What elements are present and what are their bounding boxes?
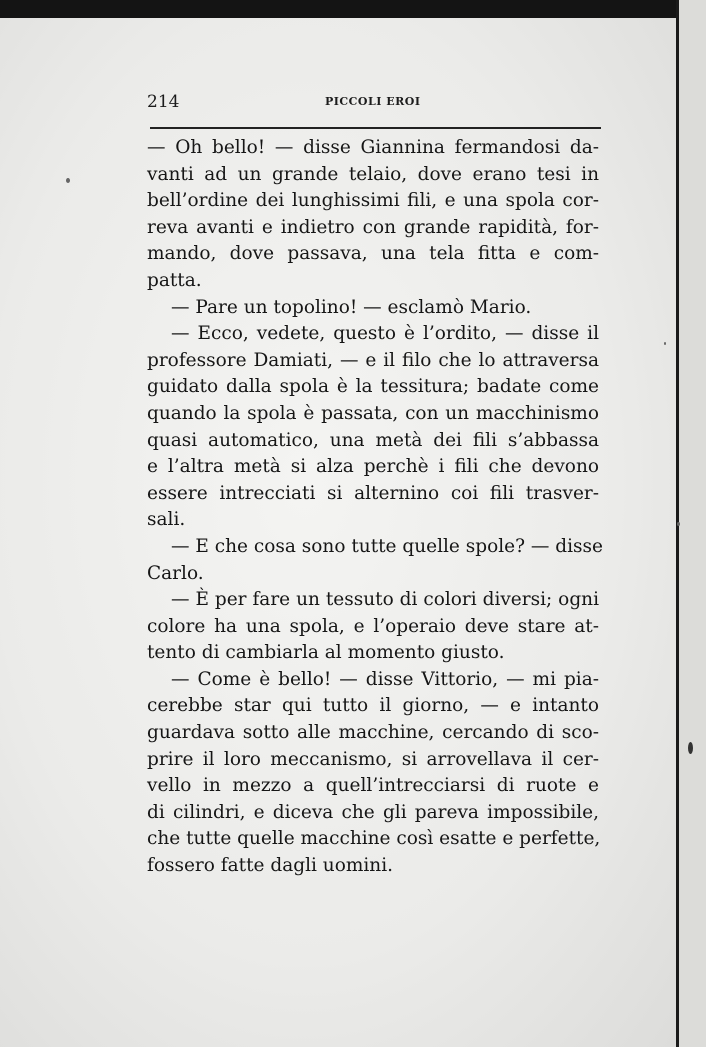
text-line: mando, dove passava, una tela fitta e com- [147, 243, 599, 265]
running-title: PICCOLI EROI [325, 95, 421, 108]
text-line: sali. [147, 509, 186, 531]
paper-speck [677, 522, 680, 526]
text-line: — E che cosa sono tutte quelle spole? — disse [171, 535, 603, 557]
text-line: colore ha una spola, e l’operaio deve stare at- [147, 615, 599, 637]
text-line: che tutte quelle macchine così esatte e perfette, [147, 828, 601, 850]
text-line: e l’altra metà si alza perchè i fili che devono [147, 456, 599, 478]
text-line: quasi automatico, una metà dei fili s’abbassa [147, 429, 599, 451]
text-line: essere intrecciati si alternino coi fili trasver- [147, 482, 599, 504]
text-line: guardava sotto alle macchine, cercando di sco- [147, 722, 599, 744]
text-line: — È per fare un tessuto di colori diversi; ogni [171, 589, 599, 611]
text-line: bell’ordine dei lunghissimi fili, e una spola cor- [147, 190, 599, 212]
text-line: vello in mezzo a quell’intrecciarsi di ruote e [147, 775, 599, 797]
text-line: vanti ad un grande telaio, dove erano tesi in [147, 163, 599, 185]
paper-speck [664, 342, 666, 345]
adjacent-page-edge [676, 0, 706, 1047]
text-line: tento di cambiarla al momento giusto. [147, 642, 505, 664]
text-line: guidato dalla spola è la tessitura; badate come [147, 376, 599, 398]
page-header [147, 88, 599, 118]
page-number: 214 [147, 92, 180, 112]
text-line: cerebbe star qui tutto il giorno, — e intanto [147, 695, 599, 717]
text-line: reva avanti e indietro con grande rapidità, for- [147, 216, 599, 238]
text-line: — Pare un topolino! — esclamò Mario. [171, 296, 532, 318]
text-line: — Come è bello! — disse Vittorio, — mi pia- [171, 668, 599, 690]
text-line: patta. [147, 269, 202, 291]
text-line: — Oh bello! — disse Giannina fermandosi da- [147, 137, 599, 158]
text-line: fossero fatte dagli uomini. [147, 855, 394, 877]
text-line: professore Damiati, — e il filo che lo attraversa [147, 349, 599, 371]
body-text [147, 135, 603, 880]
paper-speck [688, 742, 693, 754]
text-line: quando la spola è passata, con un macchinismo [147, 402, 599, 424]
header-rule [150, 127, 601, 129]
paper-speck [66, 178, 70, 183]
text-line: di cilindri, e diceva che gli pareva impossibile, [147, 801, 599, 823]
text-line: — Ecco, vedete, questo è l’ordito, — disse il [171, 323, 599, 345]
text-line: Carlo. [147, 562, 204, 584]
text-line: prire il loro meccanismo, si arrovellava il cer- [147, 748, 599, 770]
